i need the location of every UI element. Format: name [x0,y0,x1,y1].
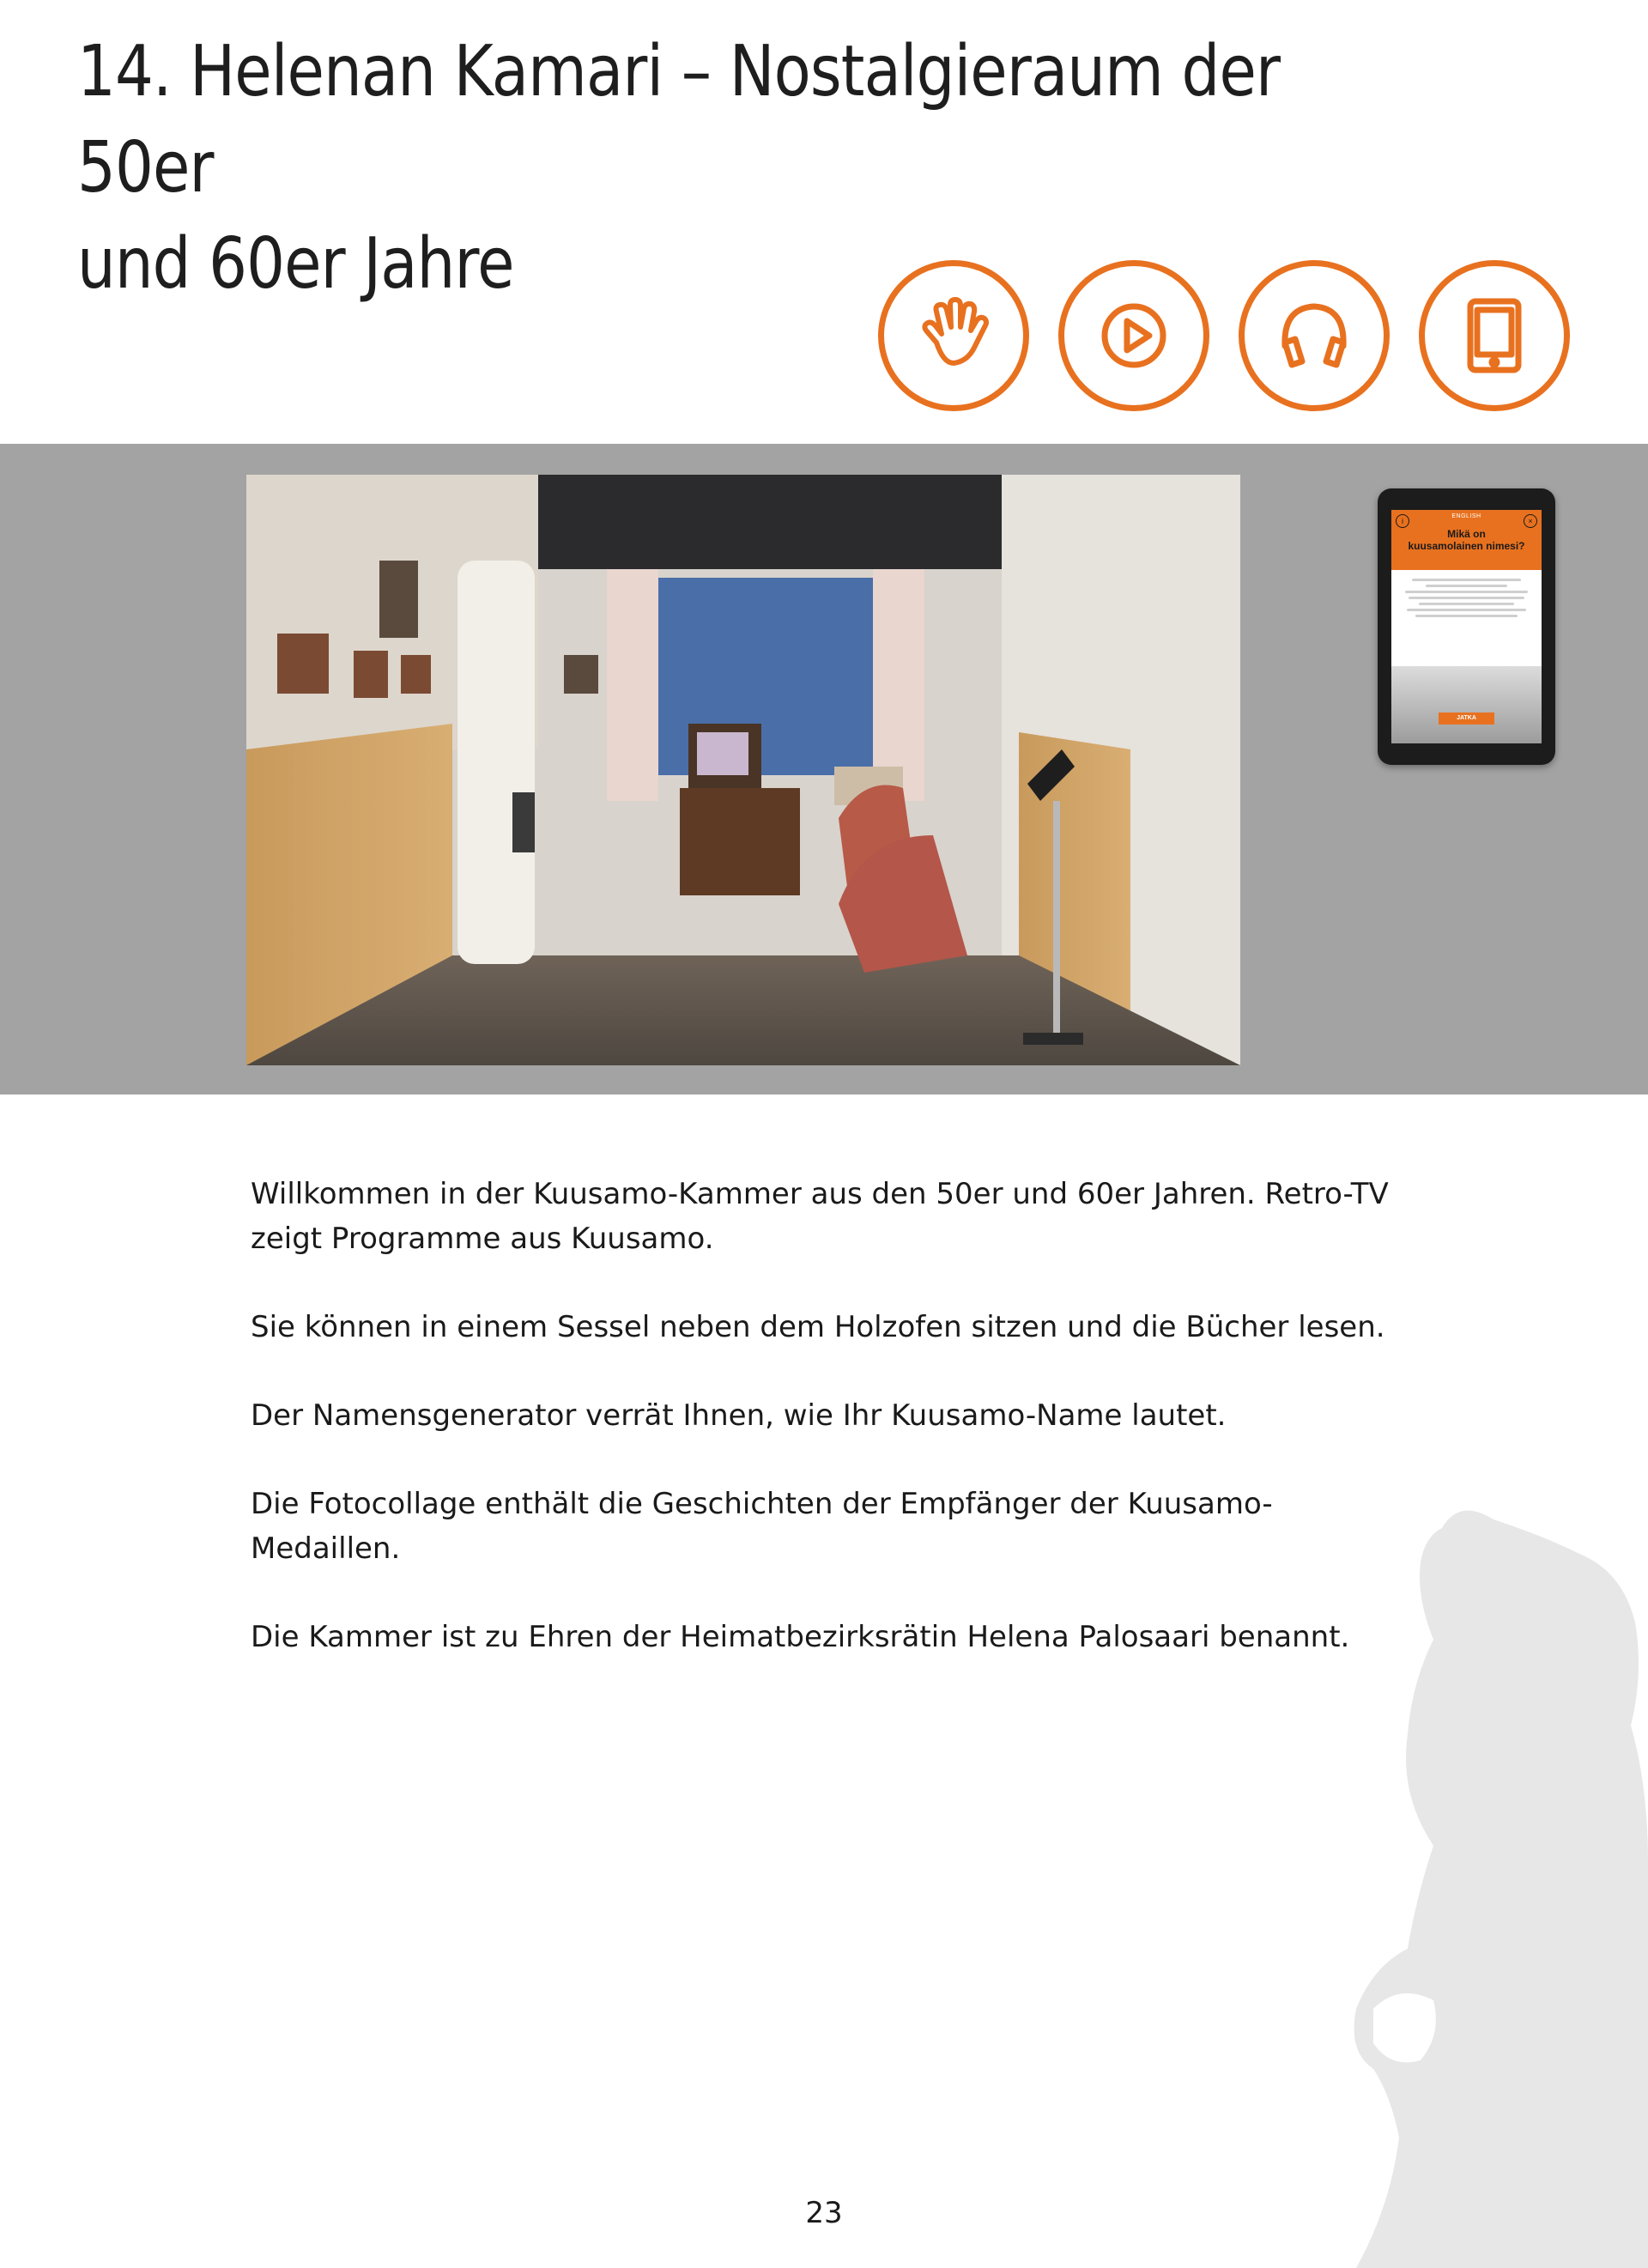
paragraph-5: Die Kammer ist zu Ehren der Heimatbezirksrätin Helena Palosaari benannt. [251,1620,1350,1654]
headphones-icon [1239,260,1390,411]
tablet-header [1391,510,1542,570]
tablet-title [1391,528,1542,552]
play-icon [1058,260,1209,411]
description-text [251,1172,1401,1703]
tablet-title-line-1: Mikä on [1447,528,1486,540]
tablet-title-line-2: kuusamolainen nimesi? [1408,540,1525,552]
page-number: 23 [805,2196,843,2230]
tablet-photo [1391,666,1542,743]
paragraph-2: Sie können in einem Sessel neben dem Holzofen sitzen und die Bücher lesen. [251,1310,1385,1344]
room-photo [246,475,1240,1065]
info-icon: i [1396,514,1409,528]
bear-watermark [1339,1502,1648,2268]
close-icon: × [1524,514,1537,528]
tablet-preview [1378,488,1555,765]
tablet-language-label: ENGLISH [1451,513,1481,519]
title-line-1: 14. Helenan Kamari – Nostalgieraum der 50er [77,31,1281,209]
tablet-continue-button: JATKA [1439,713,1494,725]
hand-icon [878,260,1029,411]
paragraph-3: Der Namensgenerator verrät Ihnen, wie Ihr Kuusamo-Name lautet. [251,1398,1227,1433]
tablet-icon [1419,260,1570,411]
title-line-2: und 60er Jahre [77,223,514,305]
paragraph-4: Die Fotocollage enthält die Geschichten der Empfänger der Kuusamo-Medaillen. [251,1487,1273,1566]
tablet-body [1391,570,1542,626]
feature-icons [878,260,1569,410]
paragraph-1: Willkommen in der Kuusamo-Kammer aus den 50er und 60er Jahren. Retro-TV zeigt Programme aus Kuusamo. [251,1177,1389,1256]
tablet-screen [1391,510,1542,743]
